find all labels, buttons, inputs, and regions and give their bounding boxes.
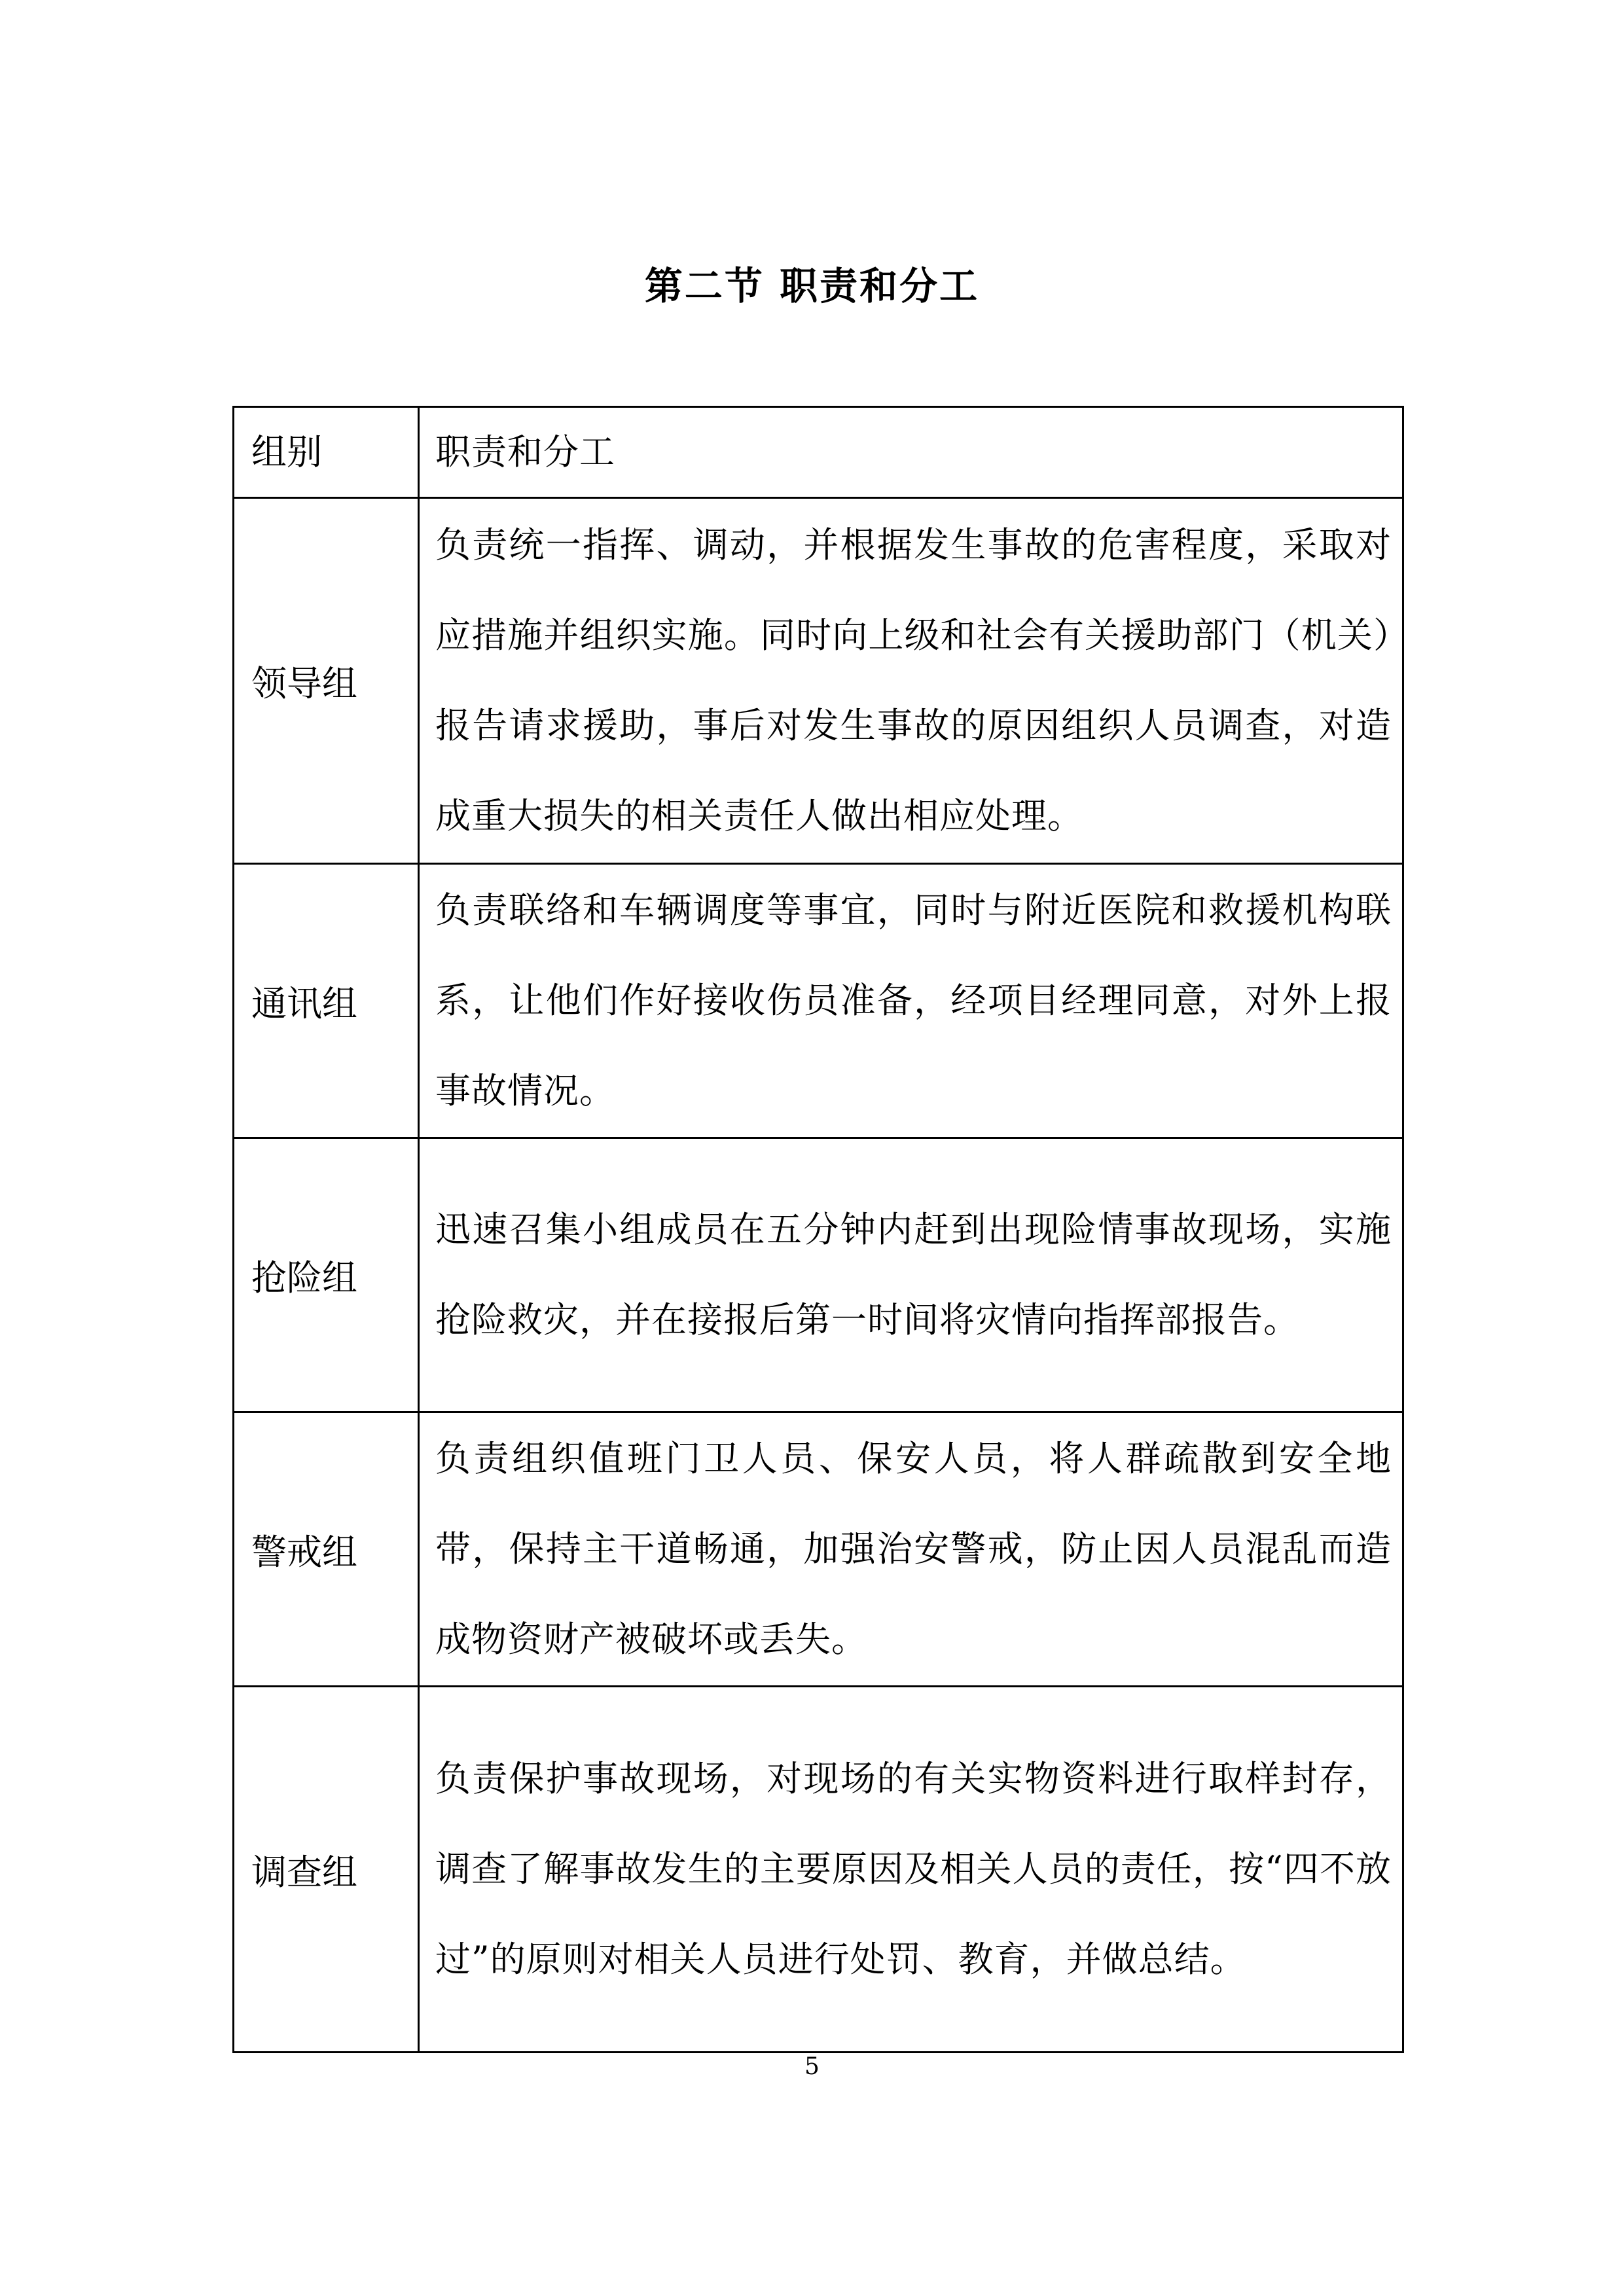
section-title: 第二节 职责和分工 [644,264,980,308]
table-row [234,498,1403,864]
page-number: 5 [804,2053,820,2080]
group-name: 通讯组 [234,864,419,1138]
duty-description: 迅速召集小组成员在五分钟内赶到出现险情事故现场，实施抢险救灾，并在接报后第一时间将灾情向指挥部报告。 [419,1138,1403,1412]
header-duty: 职责和分工 [419,407,1403,498]
header-group: 组别 [234,407,419,498]
duty-description: 负责联络和车辆调度等事宜，同时与附近医院和救援机构联系，让他们作好接收伤员准备，经项目经理同意，对外上报事故情况。 [419,864,1403,1138]
group-name: 领导组 [234,498,419,864]
duty-description: 负责组织值班门卫人员、保安人员，将人群疏散到安全地带，保持主干道畅通，加强治安警戒，防止因人员混乱而造成物资财产被破坏或丢失。 [419,1412,1403,1687]
duty-description: 负责统一指挥、调动，并根据发生事故的危害程度，采取对应措施并组织实施。同时向上级和社会有关援助部门（机关）报告请求援助，事后对发生事故的原因组织人员调查，对造成重大损失的相关责任人做出相应处理。 [419,498,1403,864]
group-name: 调查组 [234,1687,419,2053]
duty-description: 负责保护事故现场，对现场的有关实物资料进行取样封存，调查了解事故发生的主要原因及相关人员的责任，按“四不放过”的原则对相关人员进行处罚、教育，并做总结。 [419,1687,1403,2053]
table-row [234,1412,1403,1687]
group-name: 抢险组 [234,1138,419,1412]
table-row [234,1687,1403,2053]
table-row [234,1138,1403,1412]
group-name: 警戒组 [234,1412,419,1687]
table-row [234,864,1403,1138]
table-header-row [234,407,1403,498]
duty-table [232,406,1404,2053]
